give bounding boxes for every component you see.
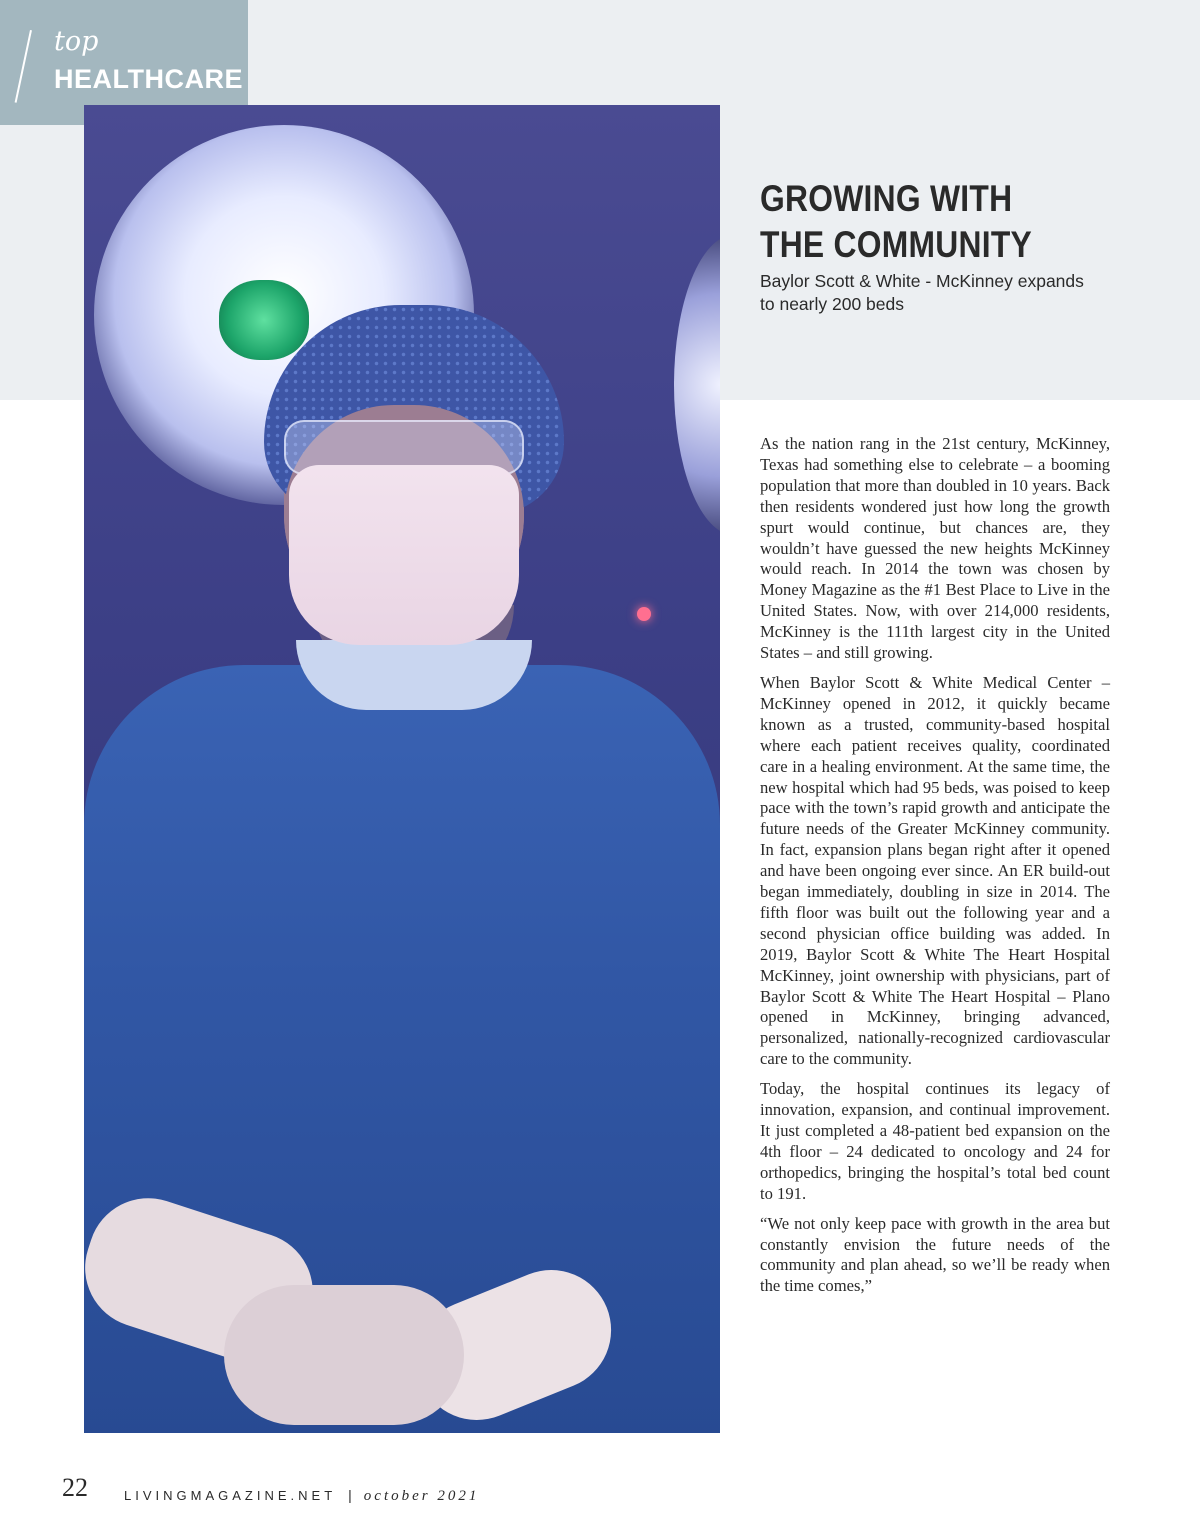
face-mask: [289, 465, 519, 645]
footer-site: LIVINGMAGAZINE.NET: [124, 1488, 337, 1503]
body-paragraph: When Baylor Scott & White Medical Center – McKinney opened in 2012, it quickly became known as a trusted, community-based hospital where each patient receives quality, coordinated care in a healing environment. At the same time, the new hospital which had 95 beds, was poised to keep pace with the town’s rapid growth and anticipate the future needs of the Greater McKinney community. In fact, expansion plans began right after it opened and have been ongoing ever since. An ER build-out began immediately, doubling in size in 2014. The fifth floor was built out the following year and a second physician office building was added. In 2019, Baylor Scott & White The Heart Hospital McKinney, joint ownership with physicians, part of Baylor Scott & White The Heart Hospital – Plano opened in McKinney, bringing advanced, personalized, nationally-recognized cardiovascular care to the community.: [760, 672, 1110, 1069]
lamp-handle: [219, 280, 309, 360]
footer-separator: |: [348, 1487, 352, 1503]
body-paragraph: As the nation rang in the 21st century, McKinney, Texas had something else to celebrate – a booming population that more than doubled in 10 years. Back then residents wondered just how long the growth spurt would continue, but chances are, they wouldn’t have guessed the new heights McKinney would reach. In 2014 the town was chosen by Money Magazine as the #1 Best Place to Live in the United States. Now, with over 214,000 residents, McKinney is the 111th largest city in the United States – and still growing.: [760, 434, 1110, 663]
article-body: [760, 434, 1110, 1306]
slash-divider: [15, 30, 32, 103]
body-paragraph: Today, the hospital continues its legacy of innovation, expansion, and continual improvement. It just completed a 48-patient bed expansion on the 4th floor – 24 dedicated to oncology and 24 for orthopedics, bringing the hospital’s total bed count to 191.: [760, 1079, 1110, 1203]
clasped-hands: [224, 1285, 464, 1425]
footer-issue: october 2021: [363, 1488, 480, 1504]
surgical-lamp-secondary: [674, 235, 720, 535]
page-number: 22: [62, 1473, 88, 1502]
section-name: HEALTHCARE: [54, 64, 243, 94]
article-dek: Baylor Scott & White - McKinney expands to nearly 200 beds: [760, 271, 1084, 314]
article-headline: GROWING WITH THE COMMUNITY: [760, 178, 1033, 265]
surgeon-photo: [84, 105, 720, 1433]
body-paragraph: “We not only keep pace with growth in the area but constantly envision the future needs of the community and plan ahead, so we’ll be ready when the time comes,”: [760, 1213, 1110, 1296]
gown-collar: [296, 640, 532, 710]
footer-line: [124, 1487, 479, 1505]
indicator-light: [637, 607, 651, 621]
section-kicker: top: [54, 26, 99, 57]
